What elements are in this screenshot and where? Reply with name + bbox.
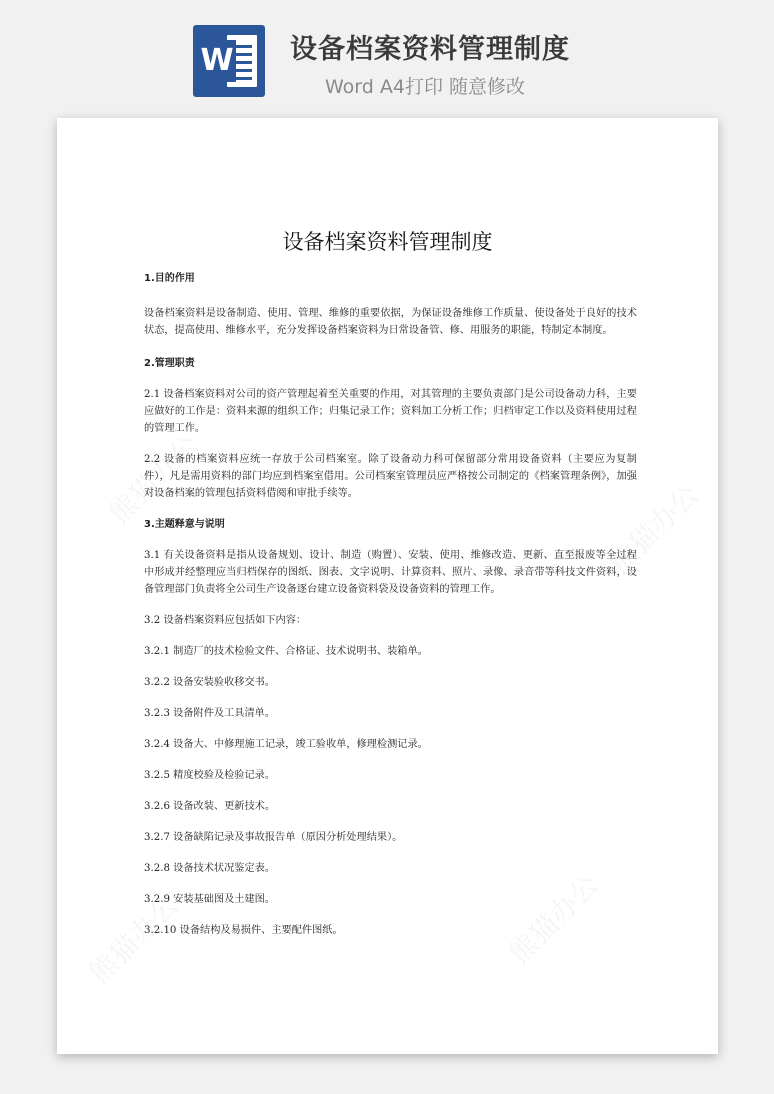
list-item: 3.2.3 设备附件及工具清单。 [144, 708, 276, 719]
header-banner [0, 0, 774, 110]
list-item: 3.2.2 设备安装验收移交书。 [144, 677, 276, 688]
header-subtitle: Word A4打印 随意修改 [325, 76, 526, 98]
word-document-icon [193, 25, 265, 97]
word-icon-letter: W [198, 40, 236, 82]
list-item: 3.2.1 制造厂的技术检验文件、合格证、技术说明书、装箱单。 [144, 646, 428, 657]
section-heading: 3.主题释意与说明 [144, 519, 225, 530]
body-paragraph: 2.1 设备档案资料对公司的资产管理起着至关重要的作用，对其管理的主要负责部门是公司设备动力科，主要应做好的工作是：资料来源的组织工作；归集记录工作；资料加工分析工作；归档审定工作以及资料使用过程的管理工作。 [144, 389, 637, 434]
body-paragraph: 3.2 设备档案资料应包括如下内容： [144, 615, 307, 626]
document-page [57, 118, 718, 1054]
list-item: 3.2.6 设备改装、更新技术。 [144, 801, 276, 812]
list-item: 3.2.5 精度校验及检验记录。 [144, 770, 276, 781]
list-item: 3.2.10 设备结构及易损件、主要配件图纸。 [144, 925, 343, 936]
body-paragraph: 设备档案资料是设备制造、使用、管理、维修的重要依据，为保证设备维修工作质量、使设备处于良好的技术状态，提高使用、维修水平，充分发挥设备档案资料为日常设备管、修、用服务的职能，特制定本制度。 [144, 308, 637, 336]
header-title: 设备档案资料管理制度 [290, 34, 570, 65]
section-heading: 2.管理职责 [144, 358, 195, 369]
section-heading: 1.目的作用 [144, 273, 195, 284]
document-title: 设备档案资料管理制度 [282, 230, 493, 254]
list-item: 3.2.9 安装基础图及土建图。 [144, 894, 276, 905]
list-item: 3.2.4 设备大、中修理施工记录，竣工验收单，修理检测记录。 [144, 739, 428, 750]
body-paragraph: 2.2 设备的档案资料应统一存放于公司档案室。除了设备动力科可保留部分常用设备资料（主要应为复制件），凡是需用资料的部门均应到档案室借用。公司档案室管理员应严格按公司制定的《档案管理条例》，加强对设备档案的管理包括资料借阅和审批手续等。 [144, 454, 637, 499]
list-item: 3.2.7 设备缺陷记录及事故报告单（原因分析处理结果）。 [144, 832, 403, 843]
list-item: 3.2.8 设备技术状况鉴定表。 [144, 863, 276, 874]
body-paragraph: 3.1 有关设备资料是指从设备规划、设计、制造（购置）、安装、使用、维修改造、更新、直至报废等全过程中形成并经整理应当归档保存的图纸、图表、文字说明、计算资料、照片、录像、录音带等科技文件资料，设备管理部门负责将全公司生产设备逐台建立设备资料袋及设备资料的管理工作。 [144, 550, 637, 595]
document-body [144, 270, 637, 953]
